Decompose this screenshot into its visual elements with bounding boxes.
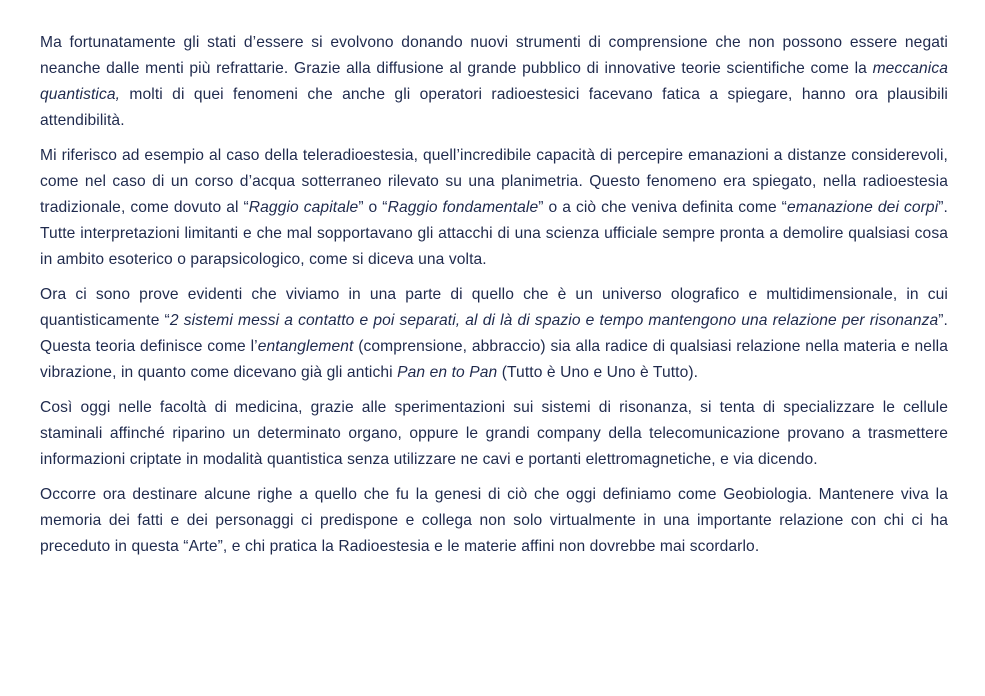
paragraph-segment: Ma fortunatamente gli stati d’essere si evolvono donando nuovi strumenti di comprensione che non possono essere negati neanche dalle menti più refrattarie. Grazie alla diffusione al grande pubblico di innovative teorie scientifiche come la: [40, 34, 948, 77]
paragraph-segment: Così oggi nelle facoltà di medicina, grazie alle sperimentazioni sui sistemi di risonanza, si tenta di specializzare le cellule staminali affinché riparino un determinato organo, oppure le grandi company della telecomunicazione provano a trasmettere informazioni criptate in modalità quantistica senza utilizzare ne cavi e portanti elettromagnetiche, e via dicendo.: [40, 399, 948, 468]
paragraph-segment-italic: 2 sistemi messi a contatto e poi separati, al di là di spazio e tempo mantengono una relazione per risonanza: [169, 312, 939, 329]
paragraph-1: [40, 30, 948, 134]
paragraph-segment-italic: Raggio capitale: [248, 199, 359, 216]
paragraph-segment: molti di quei fenomeni che anche gli operatori radioestesici facevano fatica a spiegare, hanno ora plausibili attendibilità.: [40, 86, 948, 129]
paragraph-segment-italic: entanglement: [257, 338, 354, 355]
paragraph-segment-italic: Raggio fondamentale: [387, 199, 539, 216]
paragraph-segment-italic: meccanica quantistica,: [40, 60, 948, 103]
paragraph-segment: (comprensione, abbraccio) sia alla radice di qualsiasi relazione nella materia e nella vibrazione, in quanto come dicevano già gli antichi: [40, 338, 948, 381]
paragraph-segment: Ora ci sono prove evidenti che viviamo in una parte di quello che è un universo olografico e multidimensionale, in cui quantisticamente “: [40, 286, 948, 329]
paragraph-4: [40, 395, 948, 473]
document-body: [40, 30, 948, 569]
paragraph-segment: ”. Questa teoria definisce come l’: [40, 312, 948, 355]
paragraph-segment: Mi riferisco ad esempio al caso della teleradioestesia, quell’incredibile capacità di percepire emanazioni a distanze considerevoli, come nel caso di un corso d’acqua sotterraneo rilevato su una planimetria. Questo fenomeno era spiegato, nella radioestesia tradizionale, come dovuto al “: [40, 147, 948, 216]
paragraph-segment: ”. Tutte interpretazioni limitanti e che mal sopportavano gli attacchi di una scienza ufficiale sempre pronta a demolire qualsiasi cosa in ambito esoterico o parapsicologico, come si diceva una volta.: [40, 199, 948, 268]
paragraph-segment: ” o “: [358, 199, 388, 216]
paragraph-2: [40, 143, 948, 273]
paragraph-segment-italic: emanazione dei corpi: [786, 199, 939, 216]
paragraph-segment: Occorre ora destinare alcune righe a quello che fu la genesi di ciò che oggi definiamo come Geobiologia. Mantenere viva la memoria dei fatti e dei personaggi ci predispone e collega non solo virtualmente in una importante relazione con chi ci ha preceduto in questa “Arte”, e chi pratica la Radioestesia e le materie affini non dovrebbe mai scordarlo.: [40, 486, 948, 555]
paragraph-3: [40, 282, 948, 386]
paragraph-segment-italic: Pan en to Pan: [397, 364, 498, 381]
paragraph-segment: ” o a ciò che veniva definita come “: [538, 199, 787, 216]
paragraph-segment: (Tutto è Uno e Uno è Tutto).: [497, 364, 699, 381]
paragraph-5: [40, 482, 948, 560]
